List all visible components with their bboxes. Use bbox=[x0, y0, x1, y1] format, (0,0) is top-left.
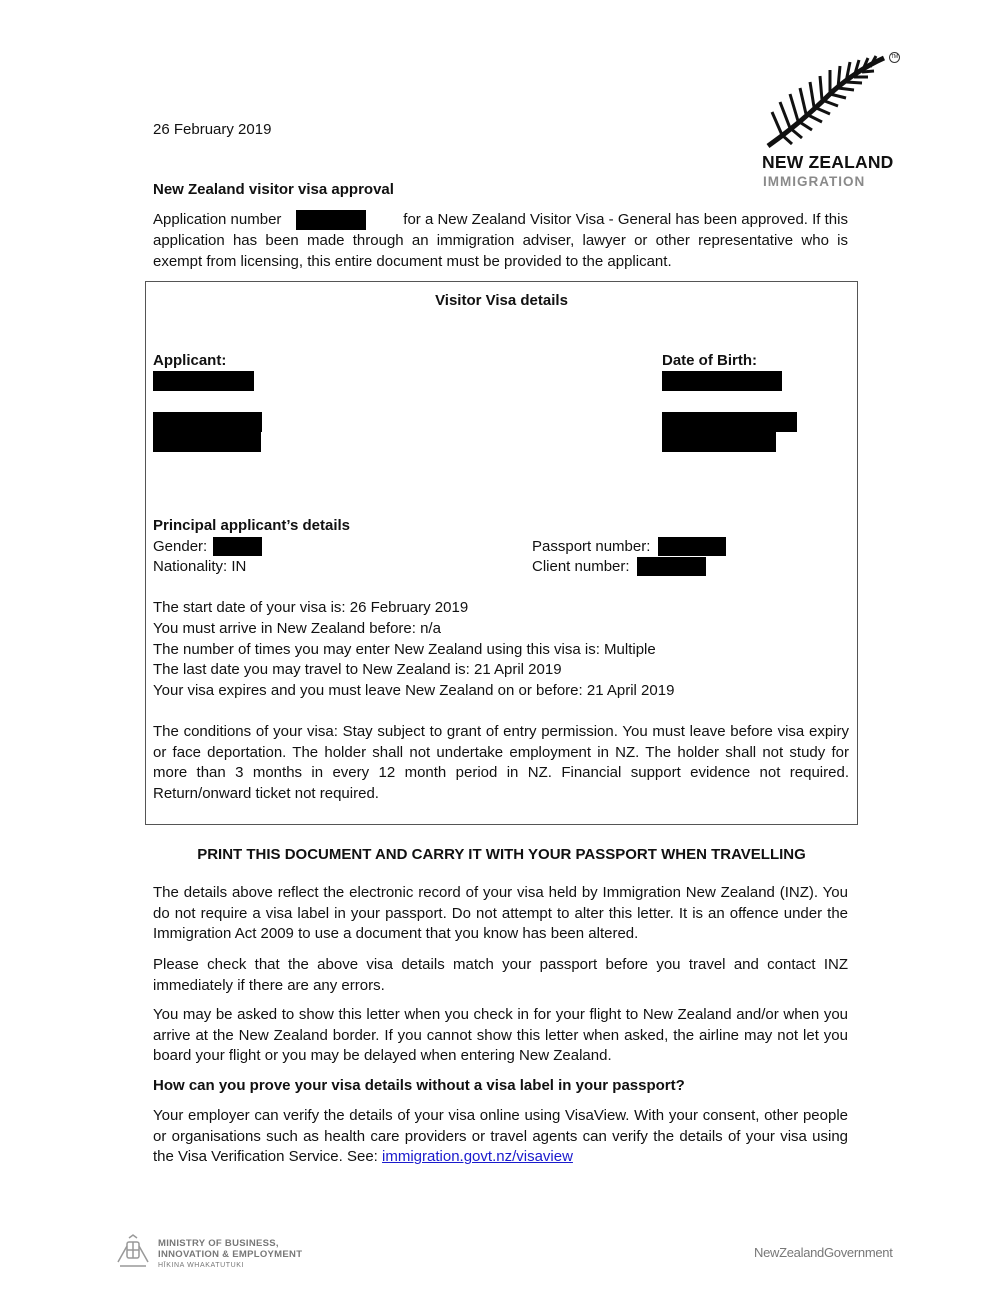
client-label: Client number: bbox=[532, 558, 630, 575]
print-notice: PRINT THIS DOCUMENT AND CARRY IT WITH YOUR PASSPORT WHEN TRAVELLING bbox=[197, 846, 806, 863]
logo-immigration: IMMIGRATION bbox=[763, 174, 866, 189]
mbie-line-1: MINISTRY OF BUSINESS, bbox=[158, 1238, 279, 1249]
visa-conditions: The conditions of your visa: Stay subject to grant of entry permission. You must leave before visa expiry or face deportation. The holder shall not undertake employment in NZ. The holder shall not study for more than 3 months in every 12 month period in NZ. Financial support evidence not required. Return/onward ticket not required. bbox=[153, 723, 849, 802]
redacted-dob-1 bbox=[662, 371, 782, 391]
redacted-applicant-3 bbox=[153, 432, 261, 452]
visa-start-date: The start date of your visa is: 26 February 2019 bbox=[153, 599, 469, 616]
nationality: Nationality: IN bbox=[153, 558, 247, 575]
gender-label: Gender: bbox=[153, 538, 208, 555]
footer-nz-government: NewZealandGovernment bbox=[754, 1245, 893, 1260]
intro-prefix: Application number bbox=[153, 211, 282, 228]
redacted-dob-2 bbox=[662, 412, 797, 432]
body-paragraph-4-text: Your employer can verify the details of your visa online using VisaView. With your consent, other people or organisations such as health care providers or travel agents can verify the details of your visa using the Visa Verification Service. See: bbox=[153, 1107, 848, 1166]
body-paragraph-4 bbox=[153, 1106, 848, 1168]
footer-mbie bbox=[158, 1238, 302, 1271]
visa-box-title: Visitor Visa details bbox=[435, 292, 568, 309]
letter-date: 26 February 2019 bbox=[153, 121, 272, 138]
intro-rest: application has been made through an immigration adviser, lawyer or other representative who is exempt from licensing, this entire document must be provided to the applicant. bbox=[153, 232, 848, 270]
redacted-applicant-2 bbox=[153, 412, 262, 432]
redacted-dob-3 bbox=[662, 432, 776, 452]
coat-of-arms-icon bbox=[114, 1234, 152, 1272]
redacted-client-number bbox=[637, 557, 706, 576]
visa-last-travel-date: The last date you may travel to New Zealand is: 21 April 2019 bbox=[153, 661, 562, 678]
intro-suffix: for a New Zealand Visitor Visa - General has been approved. If this bbox=[403, 211, 848, 228]
visa-expiry: Your visa expires and you must leave New Zealand on or before: 21 April 2019 bbox=[153, 682, 675, 699]
passport-label: Passport number: bbox=[532, 538, 651, 555]
question-heading: How can you prove your visa details without a visa label in your passport? bbox=[153, 1077, 685, 1094]
trademark-symbol: TM bbox=[889, 52, 900, 63]
redacted-passport-number bbox=[658, 537, 726, 556]
mbie-line-2: INNOVATION & EMPLOYMENT bbox=[158, 1249, 303, 1260]
applicant-label: Applicant: bbox=[153, 352, 227, 369]
dob-label: Date of Birth: bbox=[662, 352, 757, 369]
body-paragraph-1: The details above reflect the electronic record of your visa held by Immigration New Zealand (INZ). You do not require a visa label in your passport. Do not attempt to alter this letter. It is an offence under the Immigration Act 2009 to use a document that you know has been altered. bbox=[153, 884, 848, 943]
visa-arrive-before: You must arrive in New Zealand before: n/a bbox=[153, 620, 441, 637]
body-paragraph-2: Please check that the above visa details match your passport before you travel and contact INZ immediately if there are any errors. bbox=[153, 956, 848, 994]
logo-new-zealand: NEW ZEALAND bbox=[762, 152, 894, 172]
mbie-line-3: HĪKINA WHAKATUTUKI bbox=[158, 1262, 245, 1269]
visa-entries: The number of times you may enter New Zealand using this visa is: Multiple bbox=[153, 641, 656, 658]
principal-heading: Principal applicant’s details bbox=[153, 517, 351, 534]
silver-fern-icon bbox=[762, 52, 888, 150]
redacted-application-number bbox=[296, 210, 366, 230]
visaview-link[interactable]: immigration.govt.nz/visaview bbox=[382, 1148, 573, 1166]
body-paragraph-3: You may be asked to show this letter when you check in for your flight to New Zealand and/or when you arrive at the New Zealand border. If you cannot show this letter when asked, the airline may not let you board your flight or you may be delayed when entering New Zealand. bbox=[153, 1006, 848, 1065]
redacted-applicant-name bbox=[153, 371, 254, 391]
letter-heading: New Zealand visitor visa approval bbox=[153, 181, 394, 198]
redacted-gender bbox=[213, 537, 262, 556]
